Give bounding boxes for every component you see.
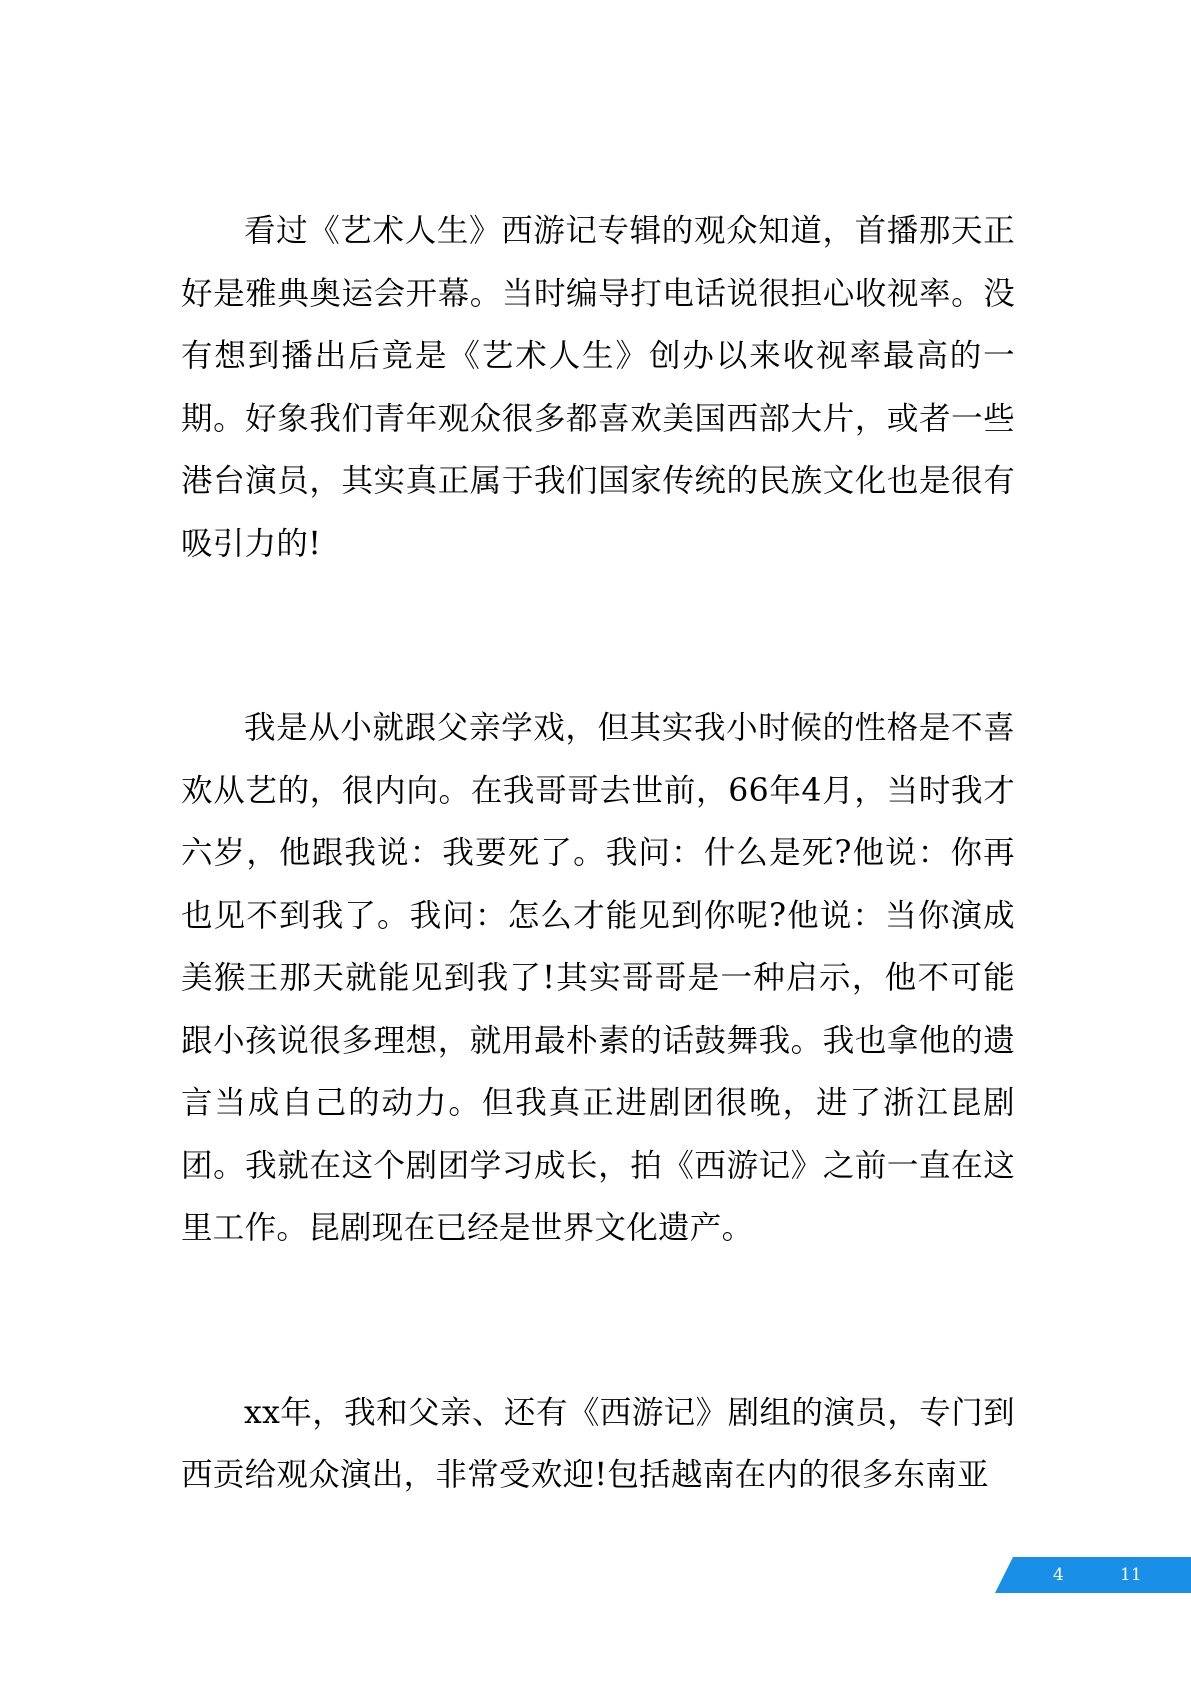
paragraph-3: xx年，我和父亲、还有《西游记》剧组的演员，专门到西贡给观众演出，非常受欢迎!包括越南在内的很多东南亚 bbox=[181, 1394, 1015, 1493]
paragraph-2: 我是从小就跟父亲学戏，但其实我小时候的性格是不喜欢从艺的，很内向。在我哥哥去世前，66年4月，当时我才六岁，他跟我说：我要死了。我问：什么是死?他说：你再也见不到我了。我问：怎么才能见到你呢?他说：当你演成美猴王那天就能见到我了!其实哥哥是一种启示，他不可能跟小孩说很多理想，就用最朴素的话鼓舞我。我也拿他的遗言当成自己的动力。但我真正进剧团很晚，进了浙江昆剧团。我就在这个剧团学习成长，拍《西游记》之前一直在这里工作。昆剧现在已经是世界文化遗产。 bbox=[181, 710, 1015, 1246]
paragraph-1: 看过《艺术人生》西游记专辑的观众知道，首播那天正好是雅典奥运会开幕。当时编导打电话说很担心收视率。没有想到播出后竟是《艺术人生》创办以来收视率最高的一期。好象我们青年观众很多都喜欢美国西部大片，或者一些港台演员，其实真正属于我们国家传统的民族文化也是很有吸引力的! bbox=[181, 213, 1015, 562]
footer-badge-shape bbox=[995, 1557, 1191, 1593]
page-number: 4 bbox=[1053, 1565, 1064, 1585]
document-body bbox=[181, 200, 1015, 1507]
page-footer-badge bbox=[995, 1557, 1191, 1593]
page-total: 11 bbox=[1120, 1565, 1142, 1585]
